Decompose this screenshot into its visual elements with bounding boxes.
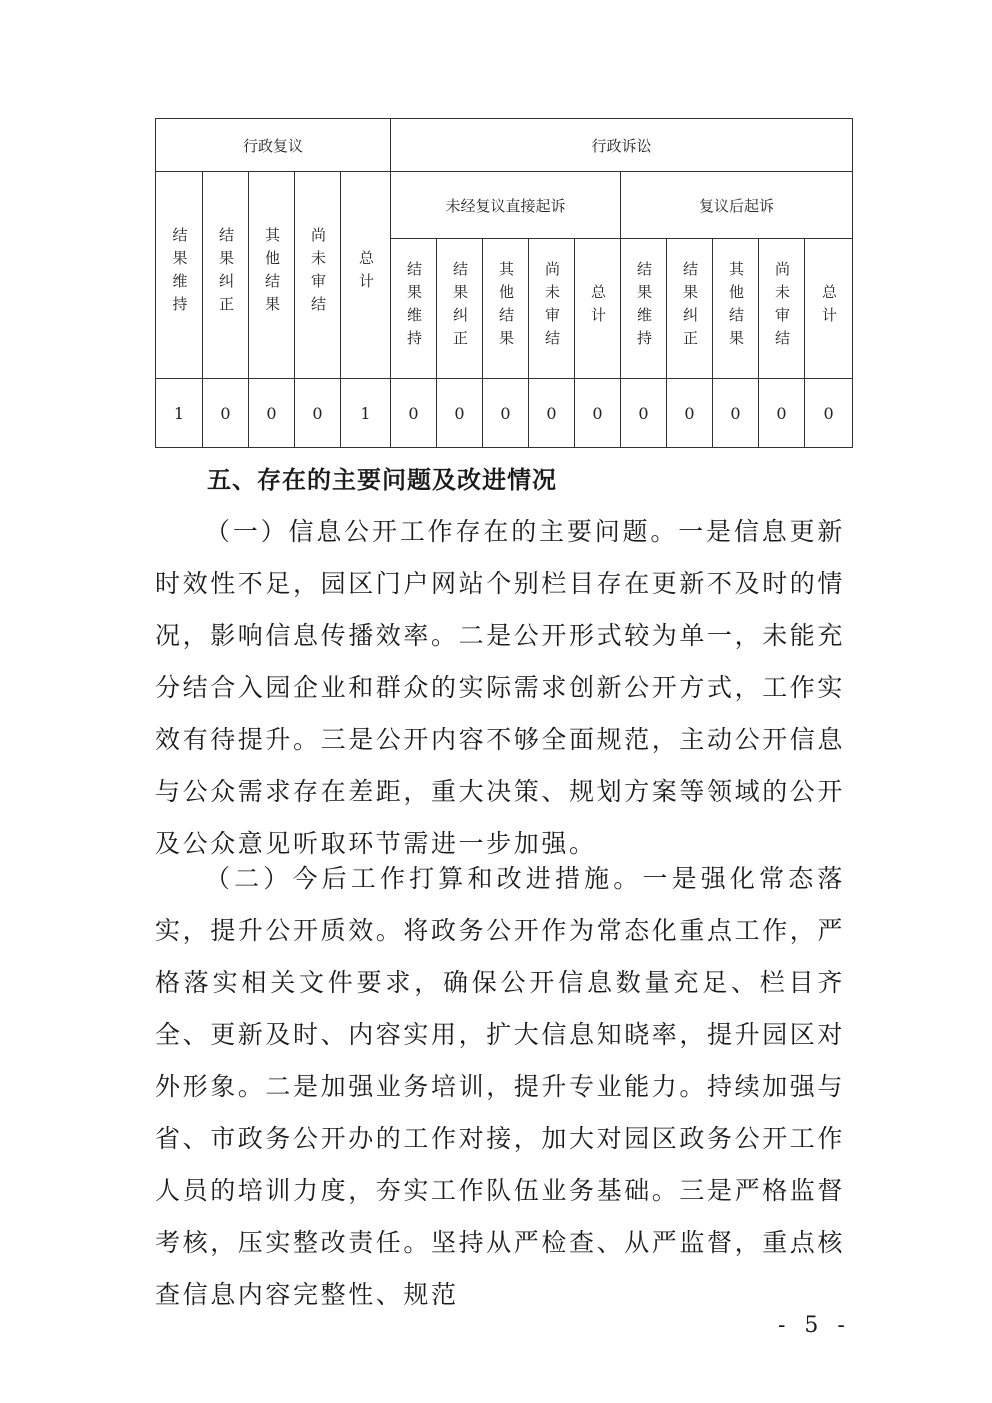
col-header-after-maintained: 结果维持 [621,239,667,379]
litigation-review-table [155,118,853,448]
table-cell: 0 [203,379,249,448]
col-header-review-total: 总计 [341,172,391,379]
col-header-review-maintained: 结果维持 [156,172,203,379]
col-header-review-other: 其他结果 [249,172,295,379]
table-cell: 0 [249,379,295,448]
col-header-review-corrected: 结果纠正 [203,172,249,379]
after-review-header: 复议后起诉 [621,172,853,239]
table-cell: 1 [341,379,391,448]
table-cell: 0 [391,379,437,448]
table-cell: 0 [805,379,853,448]
paragraph-main-problems: （一）信息公开工作存在的主要问题。一是信息更新时效性不足，园区门户网站个别栏目存在更新不及时的情况，影响信息传播效率。二是公开形式较为单一，未能充分结合入园企业和群众的实际需求创新公开方式，工作实效有待提升。三是公开内容不够全面规范，主动公开信息与公众需求存在差距，重大决策、规划方案等领域的公开及公众意见听取环节需进一步加强。 [155,517,846,858]
col-header-after-other: 其他结果 [713,239,759,379]
admin-litigation-header: 行政诉讼 [391,119,853,172]
table-cell: 0 [529,379,575,448]
col-header-after-pending: 尚未审结 [759,239,805,379]
direct-suit-header: 未经复议直接起诉 [391,172,621,239]
col-header-direct-maintained: 结果维持 [391,239,437,379]
table-cell: 0 [759,379,805,448]
page-number: - 5 - [778,1313,851,1338]
table-cell: 0 [667,379,713,448]
col-header-direct-pending: 尚未审结 [529,239,575,379]
col-header-after-corrected: 结果纠正 [667,239,713,379]
col-header-after-total: 总计 [805,239,853,379]
col-header-direct-other: 其他结果 [483,239,529,379]
admin-review-header: 行政复议 [156,119,391,172]
table-cell: 0 [437,379,483,448]
col-header-review-pending: 尚未审结 [295,172,341,379]
table-cell: 0 [713,379,759,448]
table-cell: 0 [483,379,529,448]
col-header-direct-total: 总计 [575,239,621,379]
section-heading: 五、存在的主要问题及改进情况 [207,466,557,494]
table-cell: 0 [575,379,621,448]
table-cell: 1 [156,379,203,448]
paragraph-improvement-measures: （二）今后工作打算和改进措施。一是强化常态落实，提升公开质效。将政务公开作为常态化重点工作，严格落实相关文件要求，确保公开信息数量充足、栏目齐全、更新及时、内容实用，扩大信息知晓率，提升园区对外形象。二是加强业务培训，提升专业能力。持续加强与省、市政务公开办的工作对接，加大对园区政务公开工作人员的培训力度，夯实工作队伍业务基础。三是严格监督考核，压实整改责任。坚持从严检查、从严监督，重点核查信息内容完整性、规范 [155,864,846,1309]
table-cell: 0 [295,379,341,448]
col-header-direct-corrected: 结果纠正 [437,239,483,379]
table-cell: 0 [621,379,667,448]
